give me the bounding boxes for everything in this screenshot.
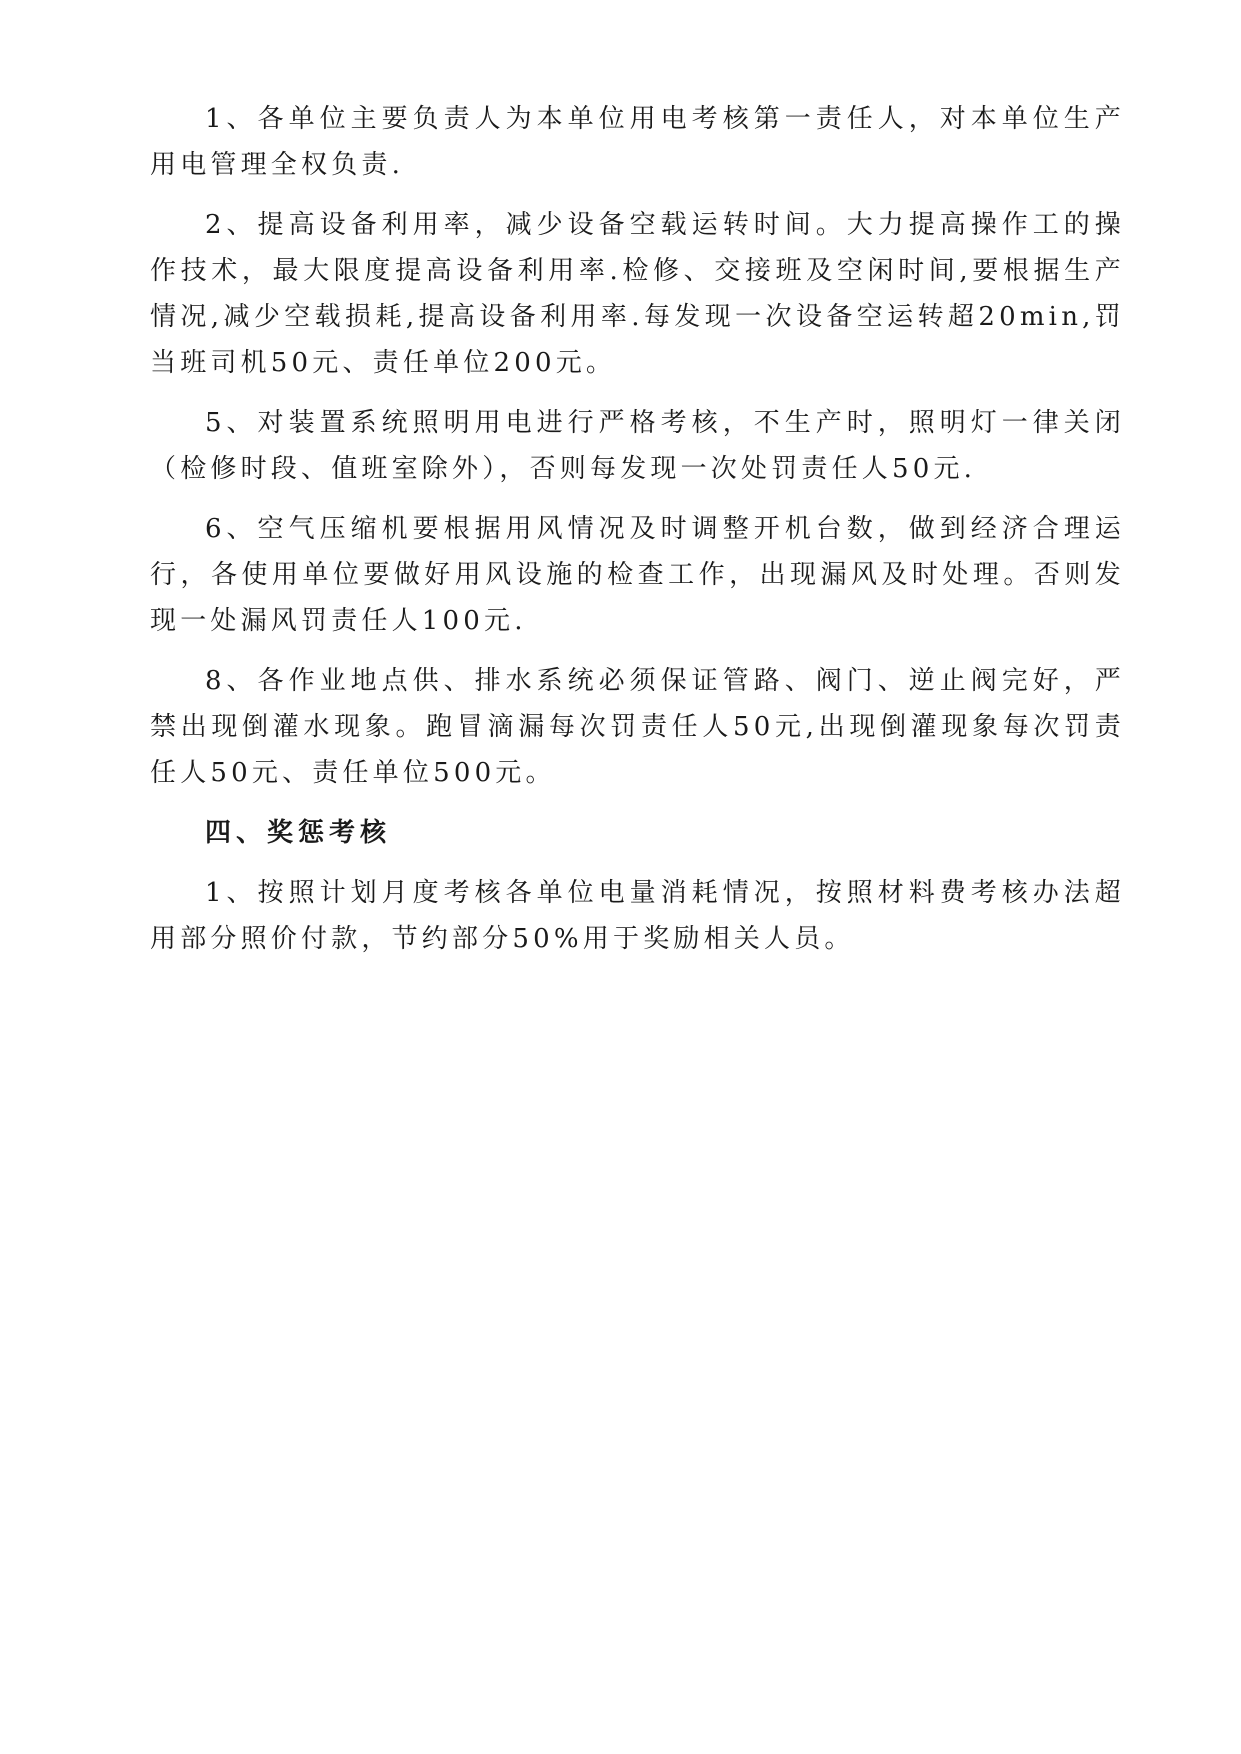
paragraph-item-6: 6、空气压缩机要根据用风情况及时调整开机台数，做到经济合理运行，各使用单位要做好用风设施的检查工作，出现漏风及时处理。否则发现一处漏风罚责任人100元. bbox=[150, 514, 1125, 636]
document-body bbox=[150, 96, 1125, 976]
paragraph-item-8: 8、各作业地点供、排水系统必须保证管路、阀门、逆止阀完好，严禁出现倒灌水现象。跑冒滴漏每次罚责任人50元,出现倒灌现象每次罚责任人50元、责任单位500元。 bbox=[150, 666, 1125, 788]
paragraph-item-2: 2、提高设备利用率，减少设备空载运转时间。大力提高操作工的操作技术，最大限度提高设备利用率.检修、交接班及空闲时间,要根据生产情况,减少空载损耗,提高设备利用率.每发现一次设备空运转超20min,罚当班司机50元、责任单位200元。 bbox=[150, 210, 1125, 378]
paragraph-item-5: 5、对装置系统照明用电进行严格考核，不生产时，照明灯一律关闭（检修时段、值班室除外），否则每发现一次处罚责任人50元. bbox=[150, 408, 1125, 484]
section-heading: 四、奖惩考核 bbox=[205, 818, 392, 848]
paragraph-item-1: 1、各单位主要负责人为本单位用电考核第一责任人，对本单位生产用电管理全权负责. bbox=[150, 104, 1125, 180]
section-paragraph-item-1: 1、按照计划月度考核各单位电量消耗情况，按照材料费考核办法超用部分照价付款，节约部分50%用于奖励相关人员。 bbox=[150, 878, 1125, 954]
